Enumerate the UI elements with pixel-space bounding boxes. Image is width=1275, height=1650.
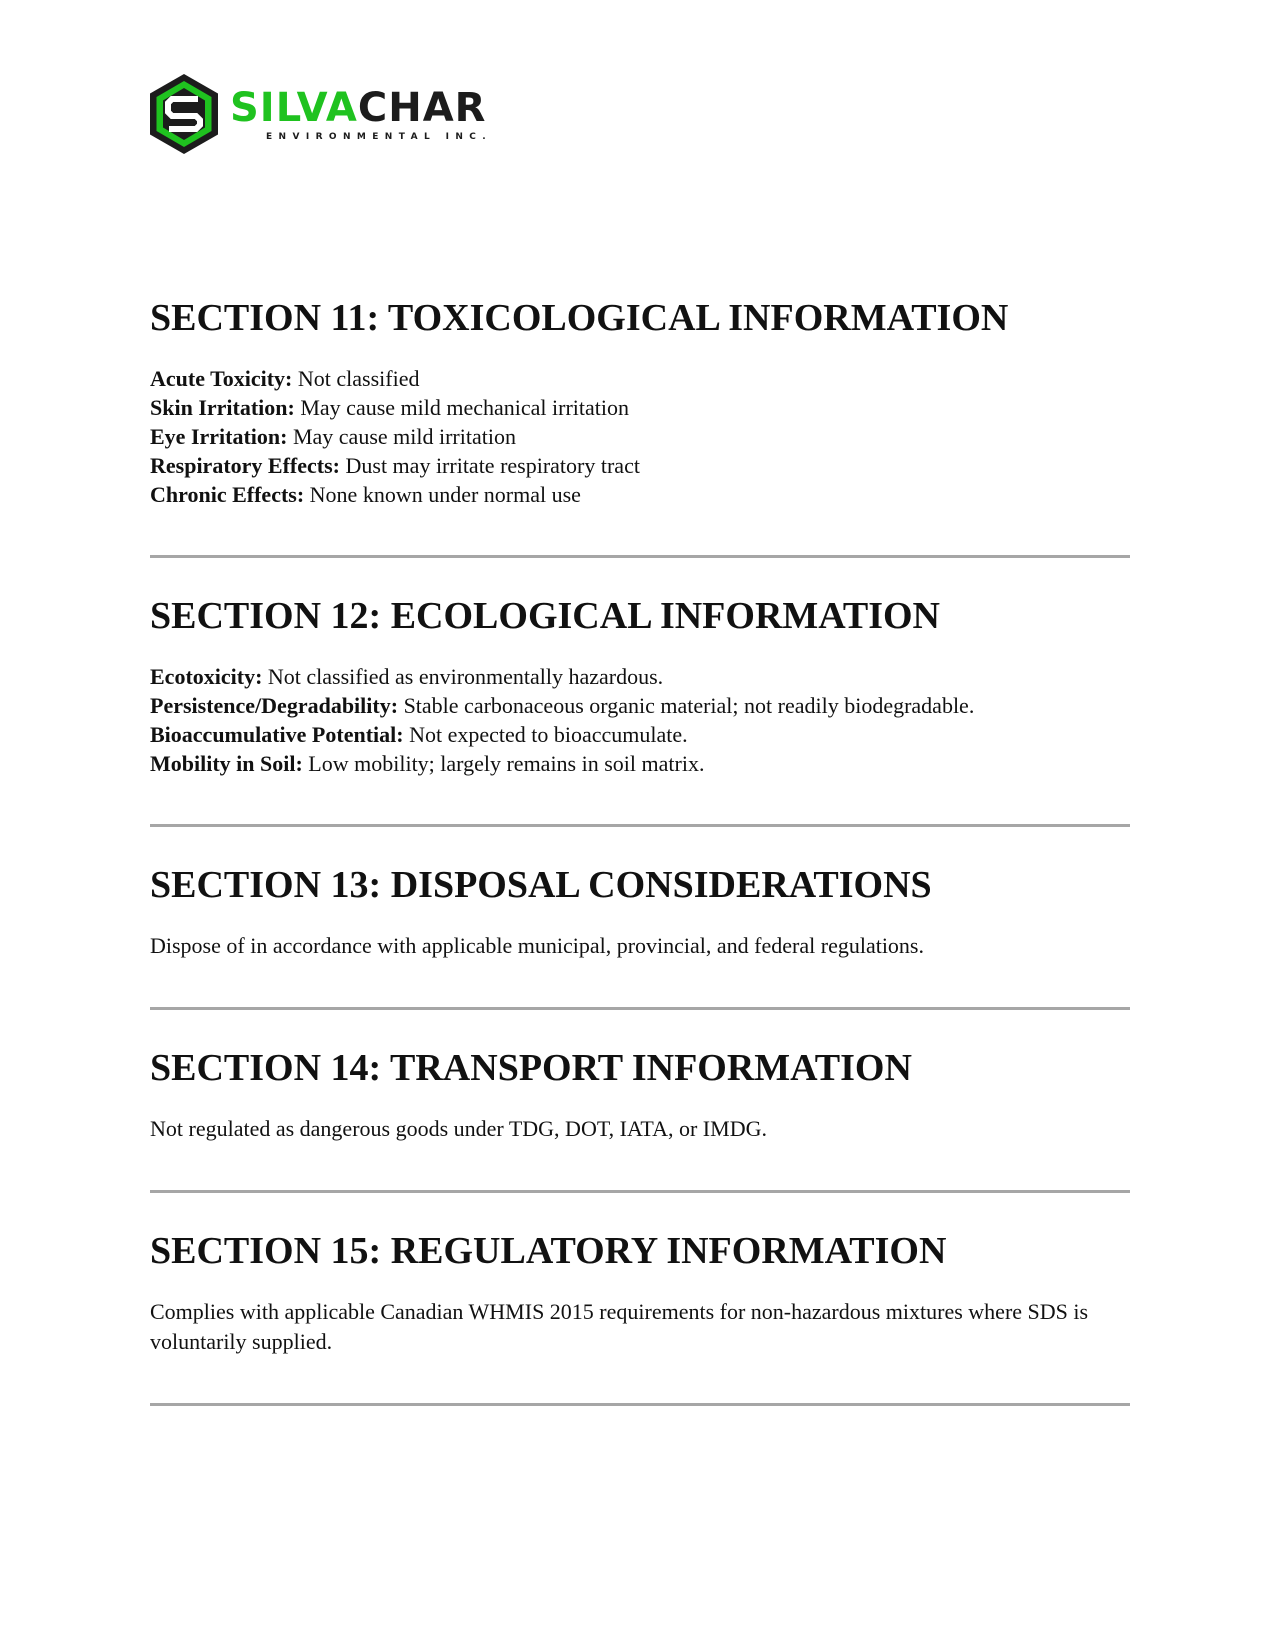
brand-name-part1: SILVA xyxy=(230,85,358,131)
field-row xyxy=(150,749,1130,778)
section-title: SECTION 11: TOXICOLOGICAL INFORMATION xyxy=(150,297,1009,339)
field-list xyxy=(150,364,1130,509)
section-text: Dispose of in accordance with applicable municipal, provincial, and federal regulations. xyxy=(150,933,924,958)
field-value: None known under normal use xyxy=(304,482,581,507)
section-15 xyxy=(150,1229,1130,1357)
section-11 xyxy=(150,296,1130,509)
company-logo xyxy=(148,72,493,156)
field-row xyxy=(150,662,1130,691)
field-label: Chronic Effects: xyxy=(150,482,305,507)
field-row xyxy=(150,364,1130,393)
section-title: SECTION 13: DISPOSAL CONSIDERATIONS xyxy=(150,864,932,906)
field-row xyxy=(150,393,1130,422)
field-row xyxy=(150,720,1130,749)
hexagon-s-logo-icon xyxy=(148,72,220,156)
field-label: Persistence/Degradability: xyxy=(150,693,399,718)
section-title: SECTION 12: ECOLOGICAL INFORMATION xyxy=(150,595,941,637)
field-value: Low mobility; largely remains in soil matrix. xyxy=(302,751,705,776)
field-value: Not classified as environmentally hazardous. xyxy=(262,664,664,689)
document-body xyxy=(150,296,1130,1406)
field-row xyxy=(150,691,1130,720)
field-row xyxy=(150,480,1130,509)
section-title: SECTION 14: TRANSPORT INFORMATION xyxy=(150,1047,912,1089)
field-label: Respiratory Effects: xyxy=(150,453,340,478)
field-list xyxy=(150,662,1130,778)
brand-name xyxy=(230,86,486,130)
section-text: Not regulated as dangerous goods under TDG, DOT, IATA, or IMDG. xyxy=(150,1116,767,1141)
field-value: Not expected to bioaccumulate. xyxy=(403,722,688,747)
field-label: Acute Toxicity: xyxy=(150,366,293,391)
field-label: Skin Irritation: xyxy=(150,395,295,420)
field-value: May cause mild mechanical irritation xyxy=(294,395,630,420)
section-divider xyxy=(150,1403,1130,1406)
field-value: Dust may irritate respiratory tract xyxy=(340,453,640,478)
brand-name-part2: CHAR xyxy=(357,85,487,131)
field-value: Stable carbonaceous organic material; not readily biodegradable. xyxy=(398,693,975,718)
section-text: Complies with applicable Canadian WHMIS 2015 requirements for non-hazardous mixtures where SDS is voluntarily supplied. xyxy=(150,1299,1089,1354)
field-label: Bioaccumulative Potential: xyxy=(150,722,404,747)
section-title: SECTION 15: REGULATORY INFORMATION xyxy=(150,1230,947,1272)
field-value: Not classified xyxy=(292,366,420,391)
field-label: Eye Irritation: xyxy=(150,424,288,449)
section-14 xyxy=(150,1046,1130,1144)
field-row xyxy=(150,422,1130,451)
field-row xyxy=(150,451,1130,480)
brand-subtitle: ENVIRONMENTAL INC. xyxy=(266,132,493,142)
field-value: May cause mild irritation xyxy=(287,424,516,449)
field-label: Mobility in Soil: xyxy=(150,751,303,776)
section-13 xyxy=(150,863,1130,961)
section-12 xyxy=(150,594,1130,778)
field-label: Ecotoxicity: xyxy=(150,664,263,689)
